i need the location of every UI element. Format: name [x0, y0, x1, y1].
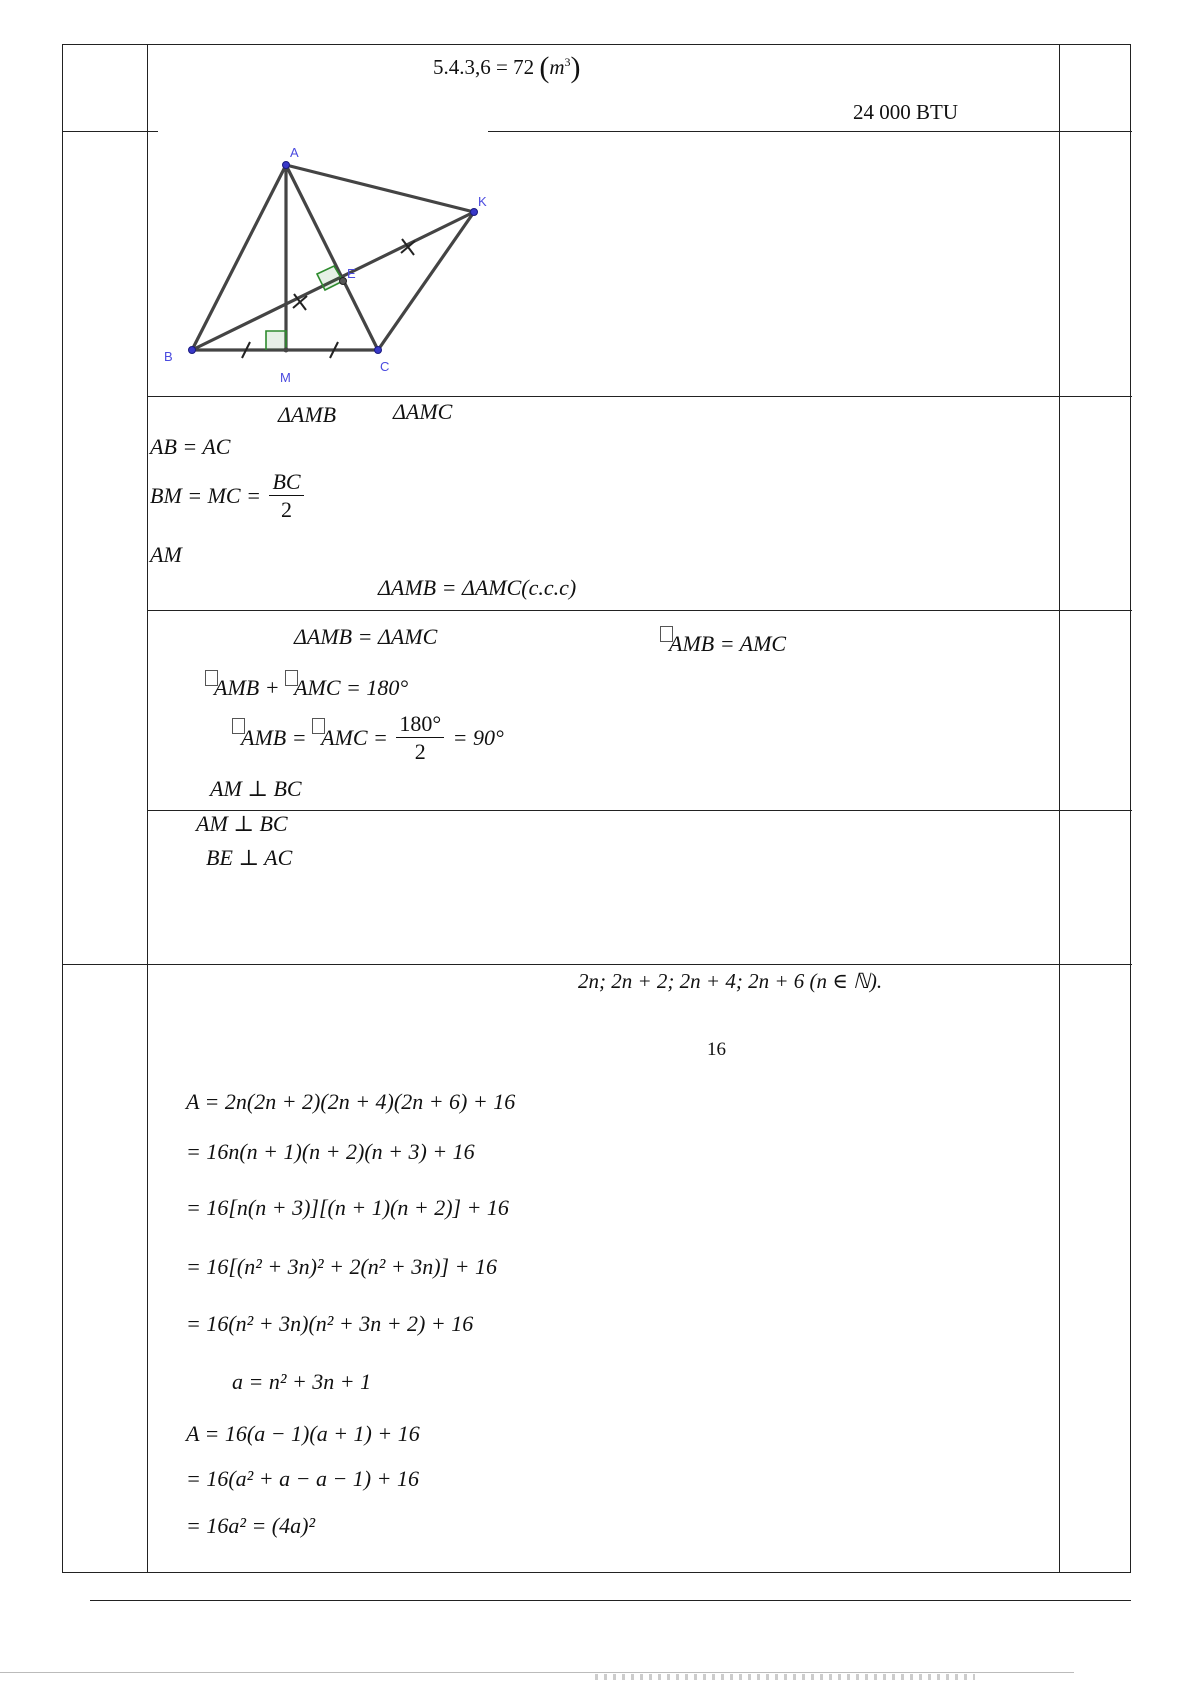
congruence-conclusion: ΔAMB = ΔAMC(c.c.c) [378, 575, 577, 600]
angle-half-part2: AMC = [321, 725, 388, 750]
fraction-numerator: BC [269, 471, 303, 496]
label-k: K [478, 194, 487, 209]
angle-sum-part1: AMB + [214, 675, 286, 700]
footer-rule [90, 1600, 1131, 1601]
label-c: C [380, 359, 390, 374]
page-bottom-rule [0, 1672, 1074, 1673]
column-divider-left [147, 45, 148, 1572]
row-divider [147, 396, 1132, 397]
page-bottom-artifact [595, 1674, 975, 1680]
algebra-step: = 16n(n + 1)(n + 2)(n + 3) + 16 [186, 1139, 475, 1164]
consecutive-evens: 2n; 2n + 2; 2n + 4; 2n + 6 (n ∈ ℕ). [578, 969, 883, 993]
algebra-step: = 16(a² + a − a − 1) + 16 [186, 1466, 419, 1491]
perpendicular-am-bc: AM ⊥ BC [196, 811, 288, 836]
equation-bm-mc-lhs: BM = MC = [150, 483, 261, 508]
equation-ab-ac: AB = AC [150, 434, 231, 459]
ac-capacity: 24 000 BTU [853, 100, 958, 124]
algebra-step: A = 2n(2n + 2)(2n + 4)(2n + 6) + 16 [186, 1089, 516, 1114]
segment-ab [192, 165, 286, 350]
triangle-amc: ΔAMC [393, 399, 453, 424]
segment-ck [378, 212, 474, 350]
point-c [375, 347, 382, 354]
row-divider [63, 964, 1132, 965]
common-side: AM [150, 542, 182, 567]
volume-unit: m [549, 55, 565, 79]
row-divider [147, 810, 1132, 811]
point-a [283, 162, 290, 169]
perpendicular-be-ac: BE ⊥ AC [206, 845, 293, 870]
algebra-step: = 16[(n² + 3n)² + 2(n² + 3n)] + 16 [186, 1254, 497, 1279]
point-e [340, 278, 347, 285]
angle-half-result: = 90° [452, 725, 504, 750]
algebra-step: = 16a² = (4a)² [186, 1513, 316, 1538]
angle-half-part1: AMB = [241, 725, 313, 750]
label-e: E [347, 266, 356, 281]
point-m [284, 348, 289, 353]
angle-equality [660, 626, 786, 655]
perpendicular-conclusion: AM ⊥ BC [210, 776, 302, 801]
algebra-substitution: a = n² + 3n + 1 [232, 1369, 372, 1394]
congruence-premise: ΔAMB = ΔAMC [294, 624, 438, 649]
fraction-180-2 [396, 713, 444, 763]
algebra-step: = 16(n² + 3n)(n² + 3n + 2) + 16 [186, 1311, 474, 1336]
algebra-step: A = 16(a − 1)(a + 1) + 16 [186, 1421, 420, 1446]
angle-half [232, 713, 504, 763]
column-divider-right [1059, 45, 1060, 1572]
label-b: B [164, 349, 173, 364]
angle-sum [205, 670, 408, 699]
fraction-denominator: 2 [281, 497, 293, 522]
volume-value: 5.4.3,6 = 72 [433, 55, 535, 79]
constant-16: 16 [707, 1039, 726, 1060]
fraction-bc-2 [269, 471, 303, 521]
row-divider [147, 610, 1132, 611]
volume-exponent: 3 [564, 55, 571, 69]
point-b [189, 347, 196, 354]
angle-sum-part2: AMC = 180° [294, 675, 409, 700]
fraction-denominator: 2 [414, 739, 426, 764]
fraction-numerator: 180° [396, 713, 444, 738]
volume-formula: 5.4.3,6 = 72 $(m^3)$ [433, 51, 581, 84]
algebra-step: = 16[n(n + 3)][(n + 1)(n + 2)] + 16 [186, 1195, 509, 1220]
segment-ak [286, 165, 474, 212]
equation-bm-mc [150, 471, 307, 521]
label-m: M [280, 370, 291, 385]
triangle-amb: ΔAMB [278, 402, 337, 427]
geometry-figure [150, 128, 500, 388]
segment-ac [286, 165, 378, 350]
right-angle-mark-m [266, 331, 286, 350]
angle-equality-text: AMB = AMC [669, 631, 787, 656]
point-k [471, 209, 478, 216]
label-a: A [290, 145, 299, 160]
